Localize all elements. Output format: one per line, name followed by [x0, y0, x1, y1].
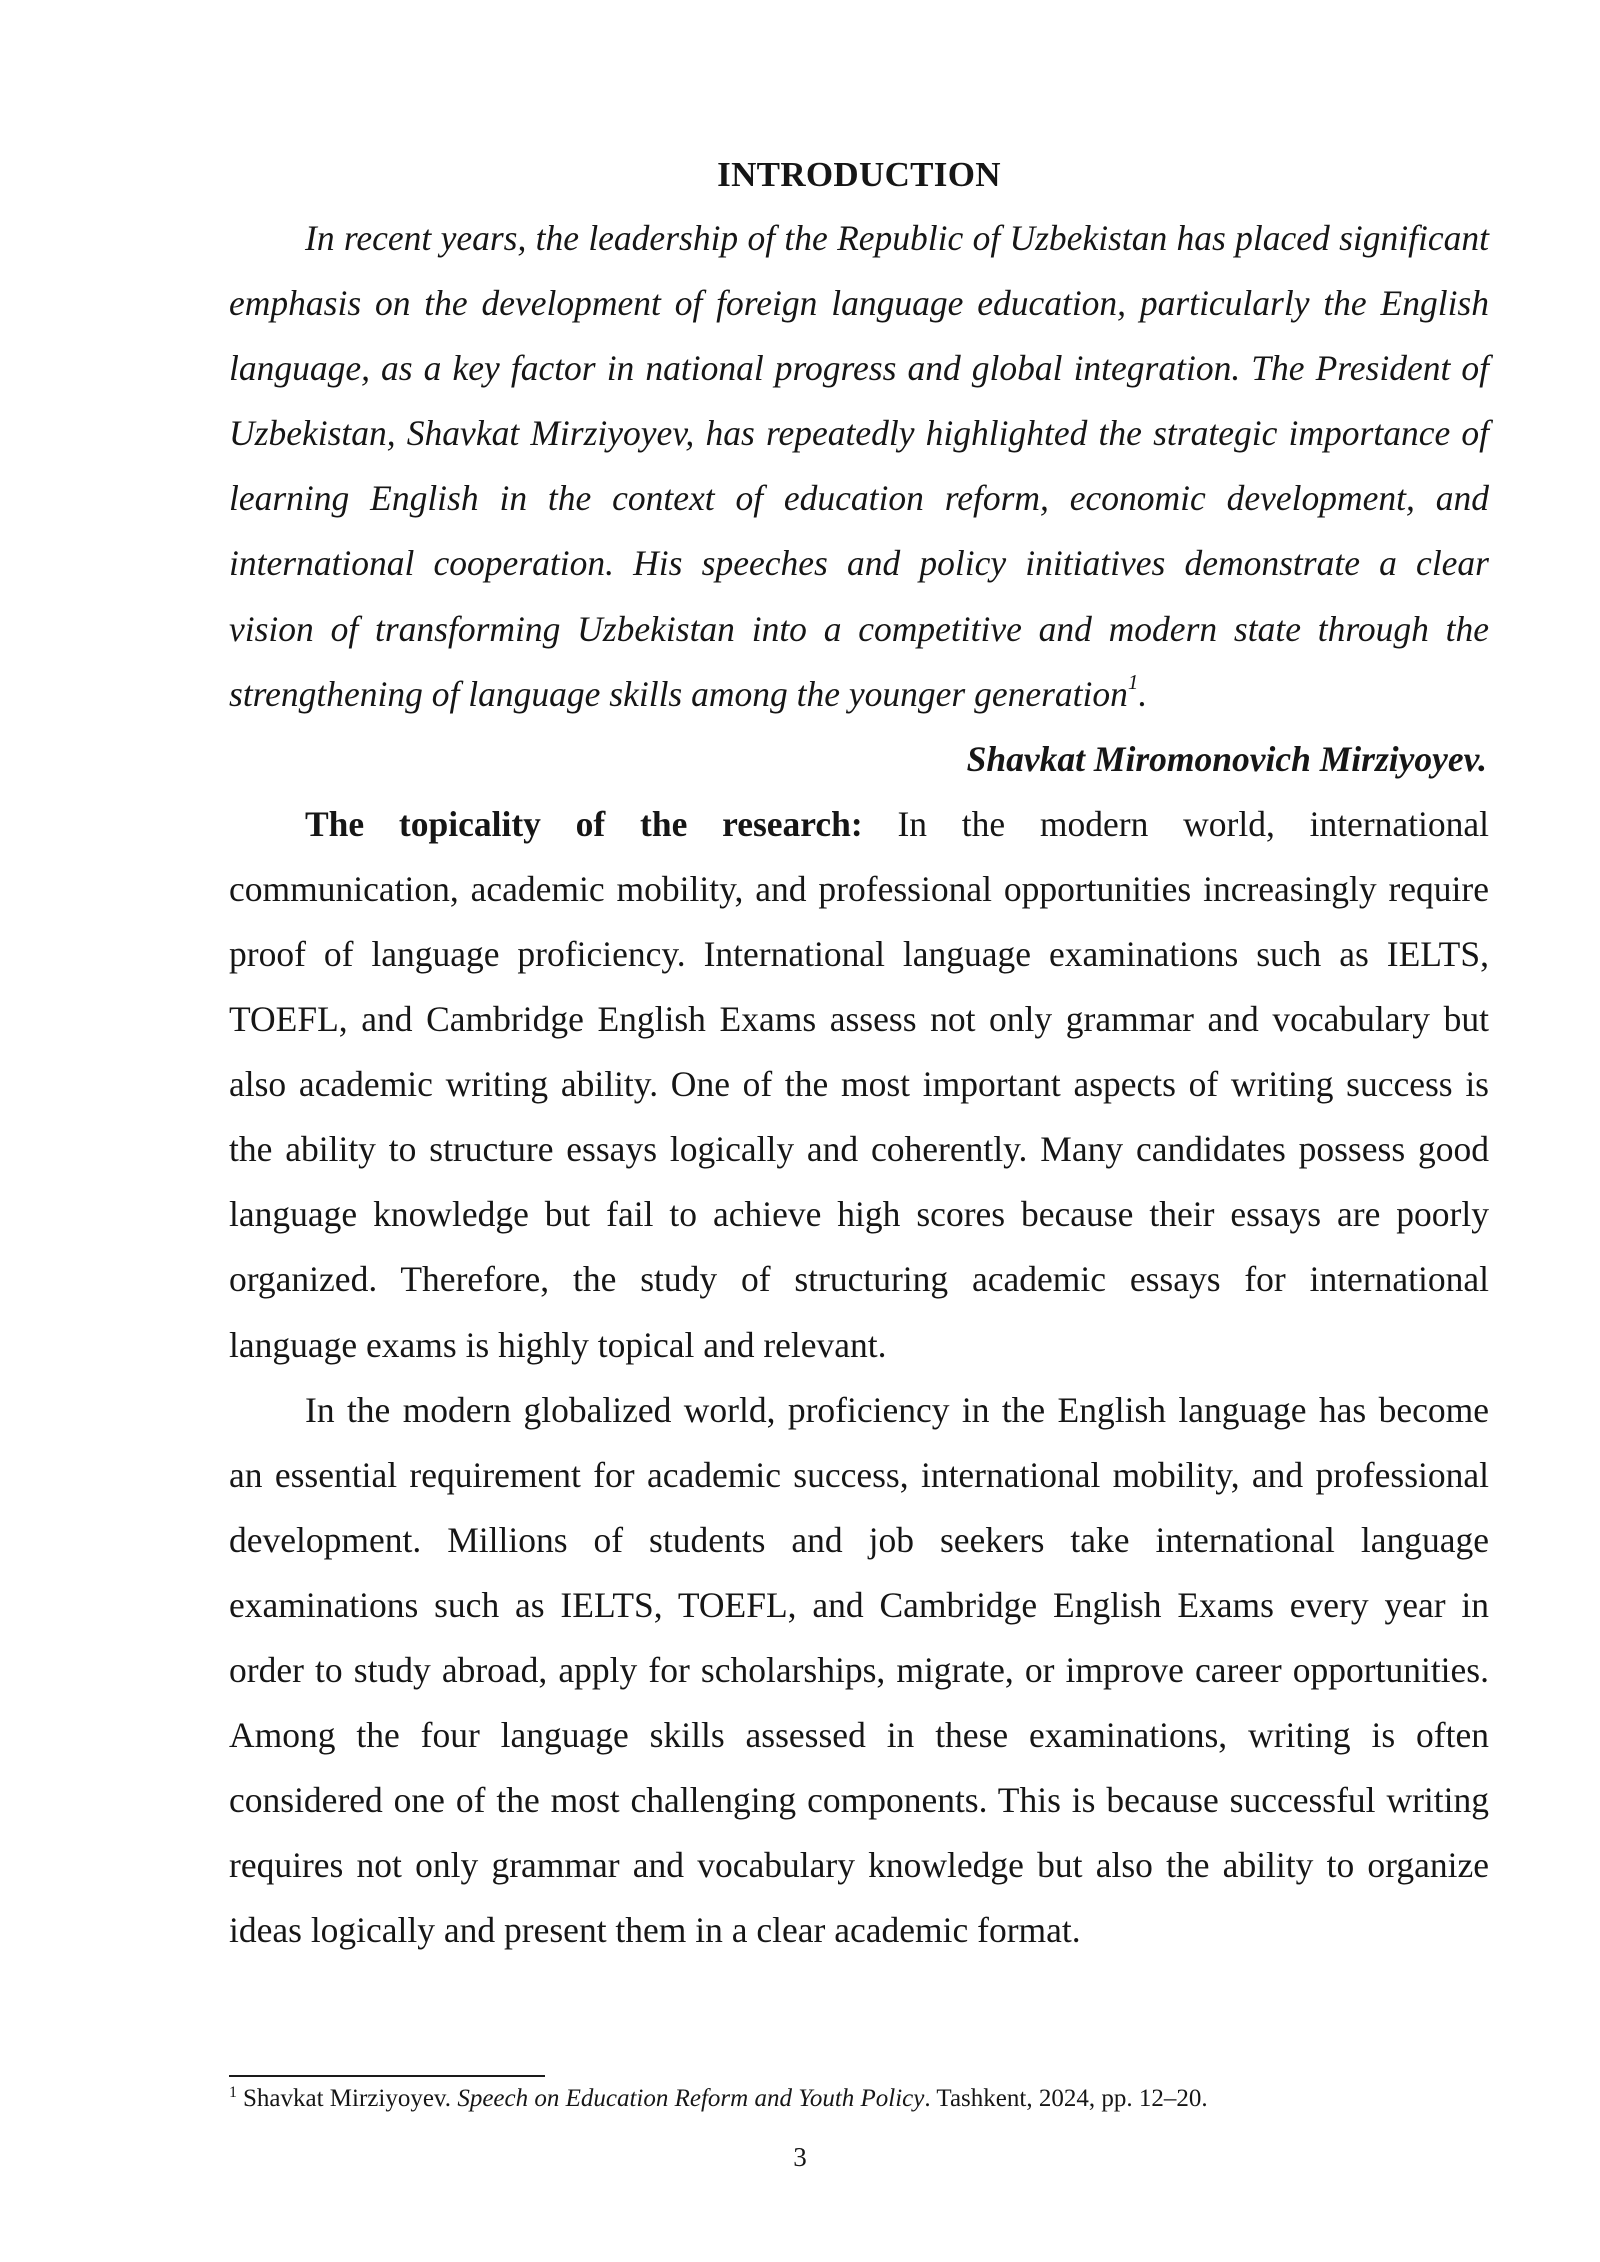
- page-body: [229, 150, 1489, 1963]
- topicality-heading: The topicality of the research:: [305, 803, 863, 844]
- footnote-reference: 1: [1127, 669, 1139, 694]
- footnote: [229, 2082, 1489, 2116]
- body-paragraph: In the modern globalized world, proficiency in the English language has become an essential requirement for academic success, international mobility, and professional development. Millions of students and job seekers take international language examinations such as IELTS, TOEFL, and Cambridge English Exams every year in order to study abroad, apply for scholarships, migrate, or improve career opportunities. Among the four language skills assessed in these examinations, writing is often considered one of the most challenging components. This is because successful writing requires not only grammar and vocabulary knowledge but also the ability to organize ideas logically and present them in a clear academic format.: [229, 1389, 1489, 1951]
- signature: Shavkat Miromonovich Mirziyoyev.: [966, 738, 1487, 779]
- intro-paragraph-end: .: [1138, 673, 1148, 714]
- footnote-title: Speech on Education Reform and Youth Policy: [457, 2085, 925, 2112]
- intro-paragraph: [229, 206, 1489, 727]
- footnote-divider: [229, 2075, 545, 2077]
- intro-paragraph-text: In recent years, the leadership of the Republic of Uzbekistan has placed significant emphasis on the development of foreign language education, particularly the English language, as a key factor in national progress and global integration. The President of Uzbekistan, Shavkat Mirziyoyev, has repeatedly highlighted the strategic importance of learning English in the context of education reform, economic development, and international cooperation. His speeches and policy initiatives demonstrate a clear vision of transforming Uzbekistan into a competitive and modern state through the strengthening of language skills among the younger generation: [229, 218, 1489, 714]
- page-number: 3: [793, 2142, 807, 2172]
- footnote-marker: 1: [229, 2083, 237, 2101]
- topicality-text: In the modern world, international communication, academic mobility, and professional opportunities increasingly require proof of language proficiency. International language examinations such as IELTS, TOEFL, and Cambridge English Exams assess not only grammar and vocabulary but also academic writing ability. One of the most important aspects of writing success is the ability to structure essays logically and coherently. Many candidates possess good language knowledge but fail to achieve high scores because their essays are poorly organized. Therefore, the study of structuring academic essays for international language exams is highly topical and relevant.: [229, 803, 1489, 1365]
- topicality-paragraph: [229, 792, 1489, 1378]
- footnote-author: Shavkat Mirziyoyev.: [243, 2085, 458, 2112]
- footnote-details: . Tashkent, 2024, pp. 12–20.: [924, 2085, 1208, 2112]
- page-title: INTRODUCTION: [717, 155, 1001, 194]
